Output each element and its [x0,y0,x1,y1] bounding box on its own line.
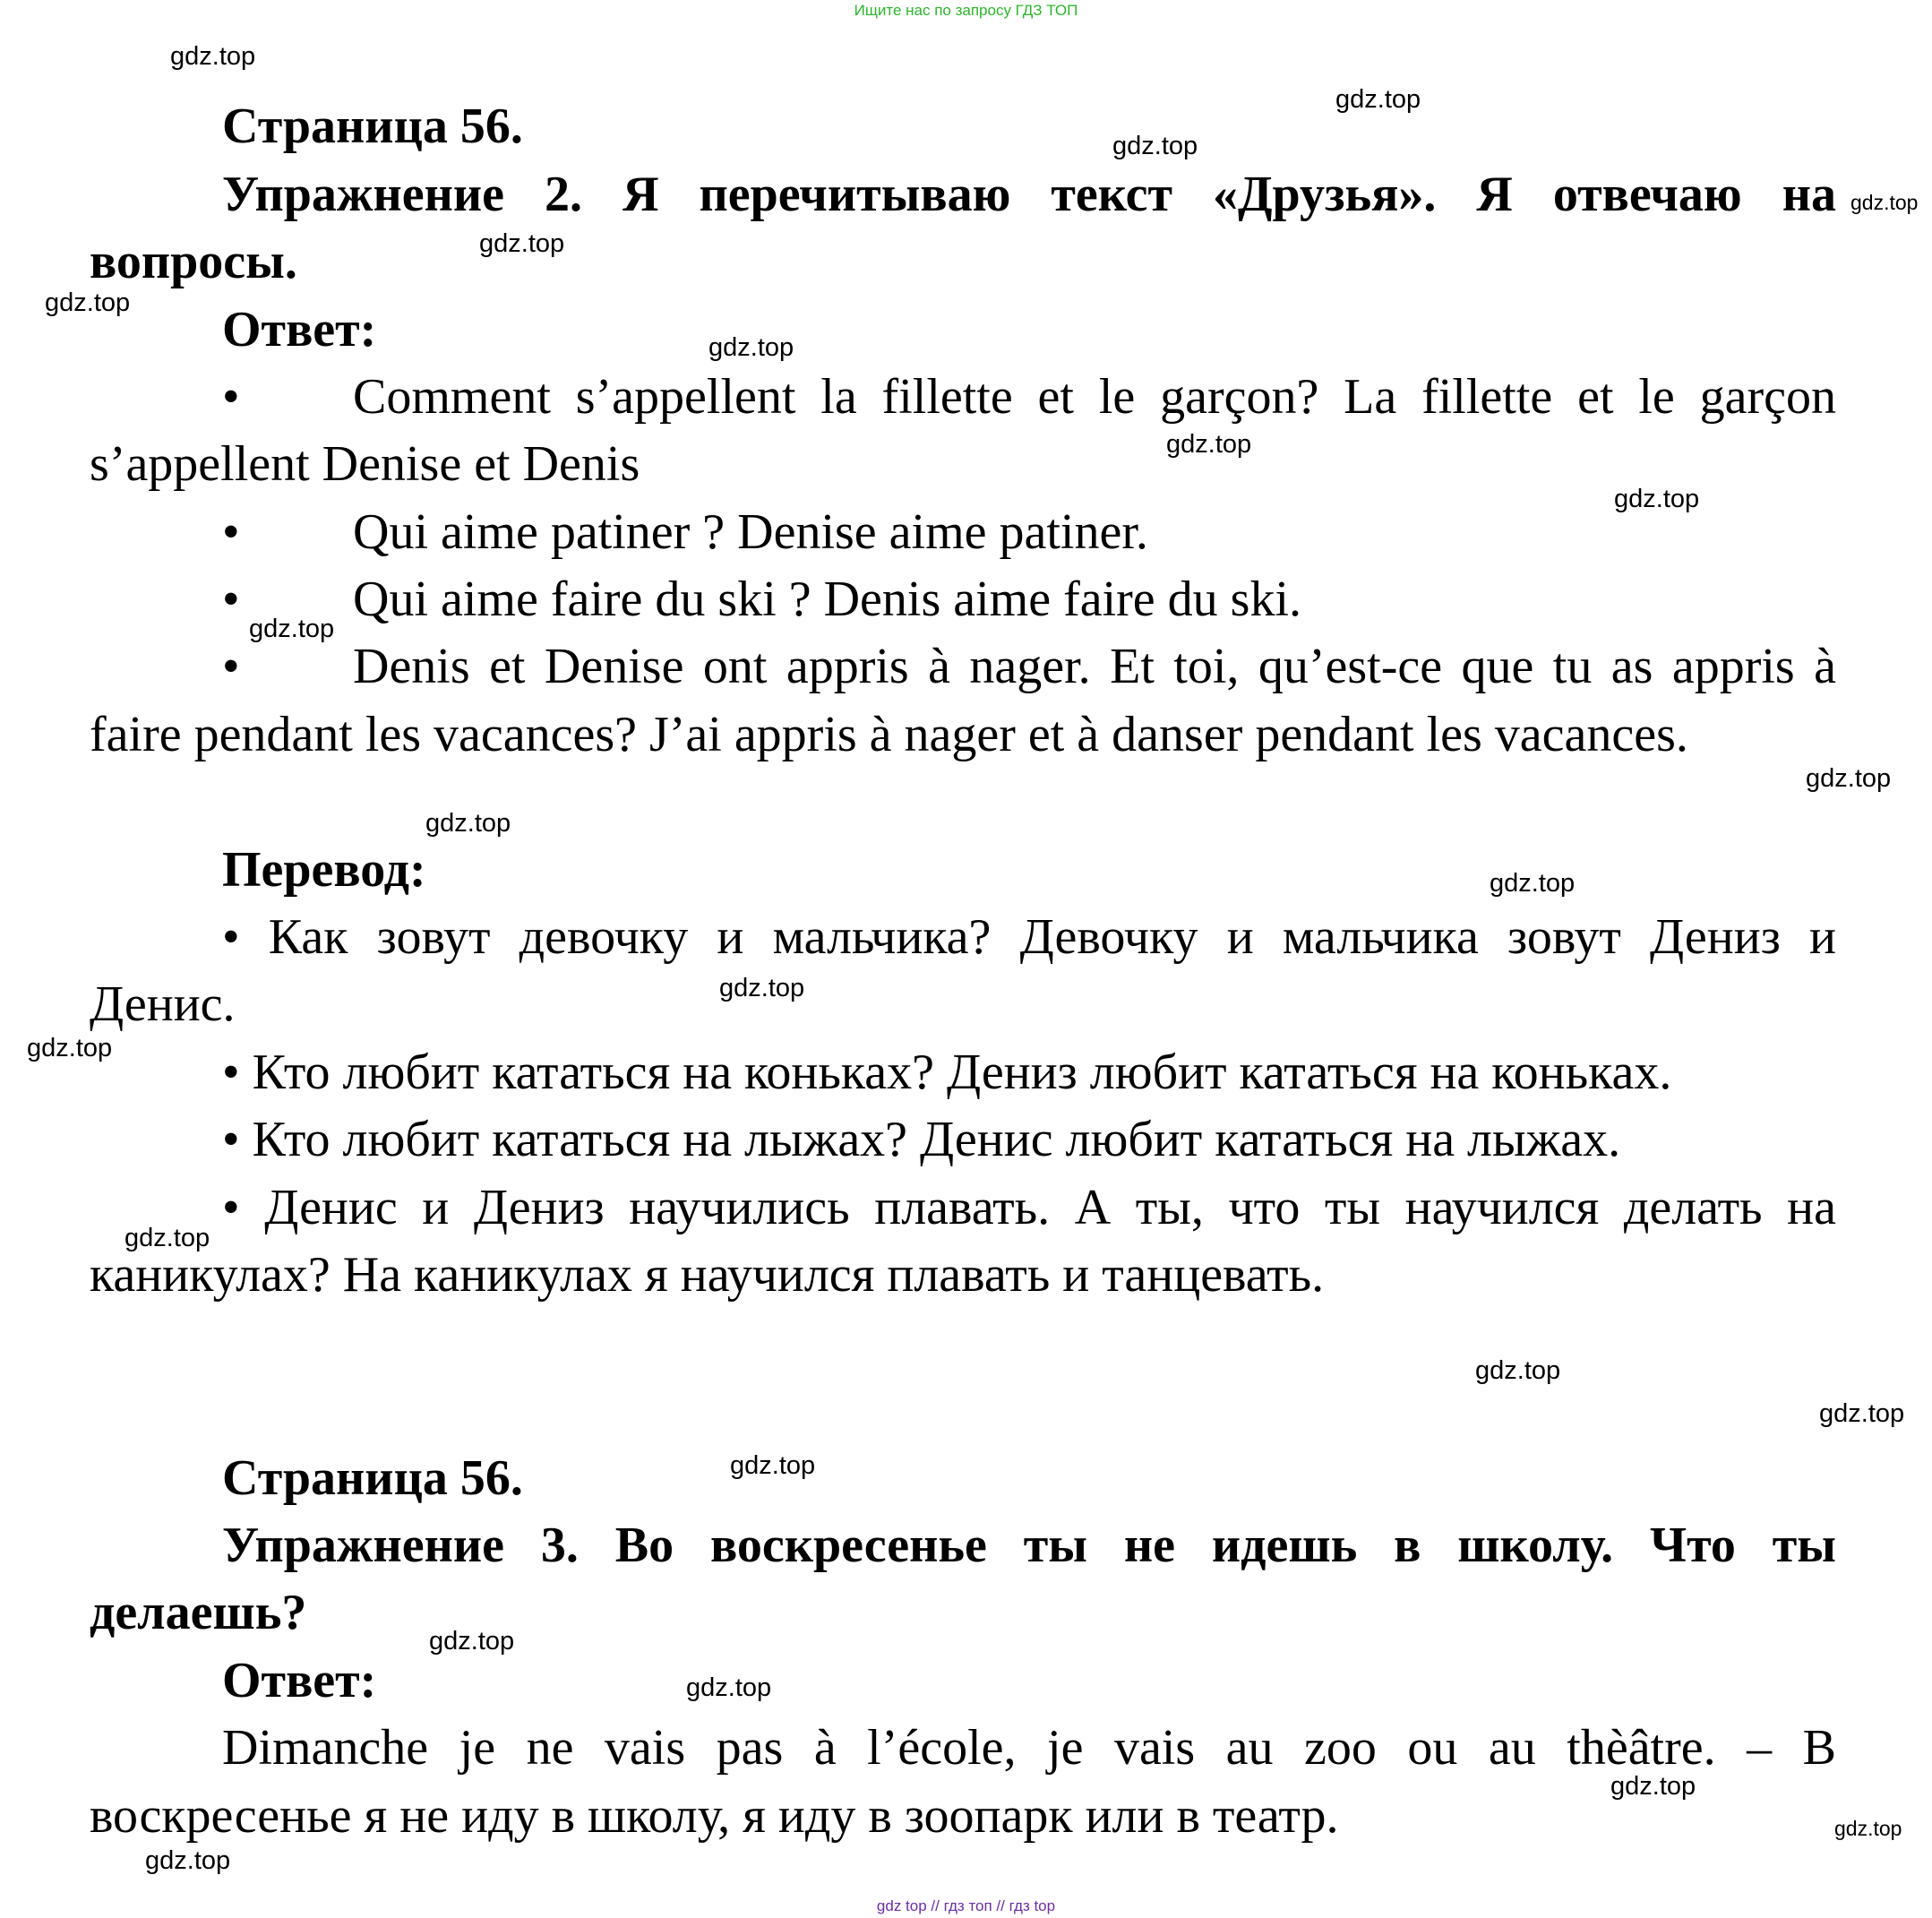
bullet: • [222,369,240,425]
exercise-3-title: Упражнение 3. Во воскресенье ты не идешь в школу. Что ты [222,1518,1836,1573]
exercise-3-answer: Dimanche je ne vais pas à l’école, je vais au zoo ou au thèâtre. – В [222,1720,1836,1776]
bottom-banner[interactable]: gdz top // гдз топ // гдз top [876,1897,1056,1914]
bullet: • [222,639,240,694]
translation-label: Перевод: [222,842,426,898]
answer-item-4: • Denis et Denise ont appris à nager. Et toi, qu’est-ce que tu as appris à [222,632,1836,701]
bullet: • [222,572,240,627]
translation-item-4-cont: каникулах? На каникулах я научился плавать и танцевать. [90,1247,1325,1303]
watermark: gdz.top [249,615,335,643]
watermark: gdz.top [686,1673,772,1702]
answer-label-2: Ответ: [222,1653,377,1708]
exercise-2-title-cont: вопросы. [90,234,297,289]
watermark: gdz.top [1112,132,1198,160]
exercise-3-answer-cont: воскресенье я не иду в школу, я иду в зоопарк или в театр. [90,1788,1339,1844]
watermark: gdz.top [1166,430,1252,459]
bullet: • [222,504,240,560]
exercise-2-title: Упражнение 2. Я перечитываю текст «Друзья». Я отвечаю на [222,167,1836,222]
answer-label-1: Ответ: [222,302,377,357]
watermark: gdz.top [708,333,794,362]
watermark: gdz.top [479,229,565,258]
translation-item-1: • Как зовут девочку и мальчика? Девочку и мальчика зовут Дениз и [222,909,1836,965]
watermark: gdz.top [1335,85,1421,114]
answer-item-2: • Qui aime patiner ? Denise aime patiner. [222,498,1836,566]
page-heading-2: Страница 56. [222,1450,523,1506]
watermark: gdz.top [1614,485,1700,513]
watermark: gdz.top [730,1451,816,1480]
answer-item-3: • Qui aime faire du ski ? Denis aime faire du ski. [222,565,1836,633]
translation-item-1-cont: Денис. [90,976,236,1032]
answer-item-1: • Comment s’appellent la fillette et le garçon? La fillette et le garçon [222,363,1836,431]
answer-item-1-cont: s’appellent Denise et Denis [90,436,640,492]
page-heading-1: Страница 56. [222,99,523,154]
watermark: gdz.top [429,1627,515,1656]
translation-item-2: • Кто любит кататься на коньках? Дениз любит кататься на коньках. [222,1045,1672,1100]
answer-item-4-cont: faire pendant les vacances? J’ai appris à nager et à danser pendant les vacances. [90,707,1688,762]
watermark: gdz.top [1806,764,1892,793]
watermark: gdz.top [425,809,511,838]
watermark: gdz.top [1475,1356,1561,1385]
watermark: gdz.top [1610,1772,1696,1801]
watermark: gdz.top [145,1846,231,1875]
watermark: gdz.top [1819,1399,1905,1428]
watermark: gdz.top [27,1034,113,1062]
watermark: gdz.top [1850,191,1919,214]
watermark: gdz.top [1490,869,1576,898]
translation-item-3: • Кто любит кататься на лыжах? Денис любит кататься на лыжах. [222,1112,1621,1167]
watermark: gdz.top [1834,1817,1902,1840]
watermark: gdz.top [170,42,256,71]
watermark: gdz.top [45,288,131,317]
watermark: gdz.top [125,1224,210,1252]
exercise-3-title-cont: делаешь? [90,1585,307,1640]
top-banner[interactable]: Ищите нас по запросу ГДЗ ТОП [854,2,1078,19]
watermark: gdz.top [719,974,805,1002]
translation-item-4: • Денис и Дениз научились плавать. А ты, что ты научился делать на [222,1180,1836,1235]
